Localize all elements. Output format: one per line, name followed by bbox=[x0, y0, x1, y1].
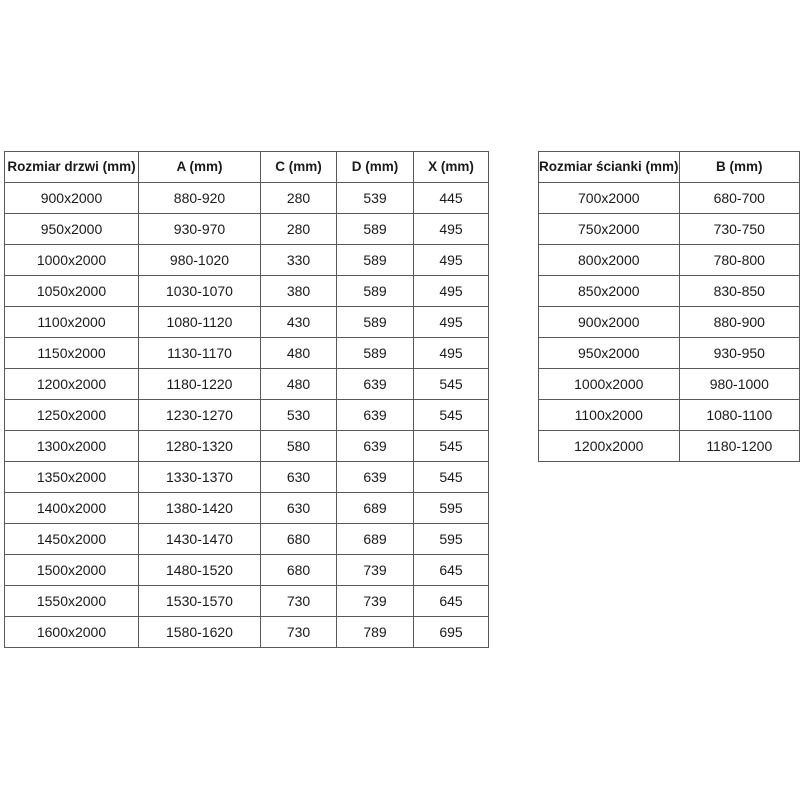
table-cell: 900x2000 bbox=[5, 183, 139, 214]
col-header-c: C (mm) bbox=[261, 152, 337, 183]
table-cell: 589 bbox=[337, 307, 414, 338]
table-cell: 1480-1520 bbox=[139, 555, 261, 586]
col-header-rozmiar-scianki: Rozmiar ścianki (mm) bbox=[539, 152, 680, 183]
table-cell: 680 bbox=[261, 524, 337, 555]
table-cell: 730-750 bbox=[679, 214, 799, 245]
table-cell: 730 bbox=[261, 586, 337, 617]
table-cell: 1180-1200 bbox=[679, 431, 799, 462]
table-cell: 630 bbox=[261, 493, 337, 524]
table-cell: 850x2000 bbox=[539, 276, 680, 307]
table-cell: 730 bbox=[261, 617, 337, 648]
table-cell: 645 bbox=[414, 586, 489, 617]
table-cell: 645 bbox=[414, 555, 489, 586]
table-cell: 589 bbox=[337, 276, 414, 307]
table-row bbox=[5, 338, 489, 369]
table-cell: 695 bbox=[414, 617, 489, 648]
table-cell: 1180-1220 bbox=[139, 369, 261, 400]
table-cell: 630 bbox=[261, 462, 337, 493]
table-cell: 639 bbox=[337, 462, 414, 493]
table-cell: 495 bbox=[414, 307, 489, 338]
table-cell: 739 bbox=[337, 586, 414, 617]
col-header-d: D (mm) bbox=[337, 152, 414, 183]
table-cell: 750x2000 bbox=[539, 214, 680, 245]
col-header-a: A (mm) bbox=[139, 152, 261, 183]
table-cell: 430 bbox=[261, 307, 337, 338]
table-cell: 1400x2000 bbox=[5, 493, 139, 524]
table-cell: 980-1000 bbox=[679, 369, 799, 400]
table-cell: 1300x2000 bbox=[5, 431, 139, 462]
table-cell: 480 bbox=[261, 369, 337, 400]
table-cell: 830-850 bbox=[679, 276, 799, 307]
table-cell: 589 bbox=[337, 245, 414, 276]
table-cell: 545 bbox=[414, 400, 489, 431]
table-cell: 930-970 bbox=[139, 214, 261, 245]
table-cell: 1600x2000 bbox=[5, 617, 139, 648]
table-row bbox=[5, 276, 489, 307]
table-row bbox=[5, 369, 489, 400]
table-row bbox=[539, 369, 800, 400]
table-cell: 930-950 bbox=[679, 338, 799, 369]
table-cell: 545 bbox=[414, 462, 489, 493]
table-cell: 880-920 bbox=[139, 183, 261, 214]
table-cell: 495 bbox=[414, 245, 489, 276]
table-cell: 780-800 bbox=[679, 245, 799, 276]
table-cell: 639 bbox=[337, 431, 414, 462]
table-cell: 880-900 bbox=[679, 307, 799, 338]
table-cell: 1430-1470 bbox=[139, 524, 261, 555]
table-cell: 380 bbox=[261, 276, 337, 307]
table-header-row bbox=[539, 152, 800, 183]
table-cell: 639 bbox=[337, 400, 414, 431]
table-cell: 950x2000 bbox=[539, 338, 680, 369]
table-cell: 1330-1370 bbox=[139, 462, 261, 493]
table-row bbox=[5, 524, 489, 555]
table-row bbox=[539, 431, 800, 462]
table-cell: 1080-1120 bbox=[139, 307, 261, 338]
table-cell: 1050x2000 bbox=[5, 276, 139, 307]
table-cell: 1350x2000 bbox=[5, 462, 139, 493]
table-cell: 280 bbox=[261, 214, 337, 245]
table-row bbox=[5, 214, 489, 245]
table-row bbox=[5, 493, 489, 524]
table-row bbox=[539, 214, 800, 245]
table-row bbox=[539, 338, 800, 369]
table-cell: 739 bbox=[337, 555, 414, 586]
table-row bbox=[5, 400, 489, 431]
door-size-table bbox=[4, 151, 489, 648]
table-cell: 580 bbox=[261, 431, 337, 462]
table-row bbox=[5, 307, 489, 338]
table-row bbox=[539, 245, 800, 276]
table-cell: 595 bbox=[414, 524, 489, 555]
table-cell: 1150x2000 bbox=[5, 338, 139, 369]
col-header-b: B (mm) bbox=[679, 152, 799, 183]
table-cell: 1250x2000 bbox=[5, 400, 139, 431]
table-cell: 950x2000 bbox=[5, 214, 139, 245]
table-cell: 789 bbox=[337, 617, 414, 648]
table-cell: 689 bbox=[337, 524, 414, 555]
table-cell: 1500x2000 bbox=[5, 555, 139, 586]
table-cell: 495 bbox=[414, 214, 489, 245]
table-row bbox=[5, 586, 489, 617]
table-cell: 495 bbox=[414, 338, 489, 369]
table-cell: 980-1020 bbox=[139, 245, 261, 276]
table-row bbox=[5, 555, 489, 586]
table-cell: 1080-1100 bbox=[679, 400, 799, 431]
table-row bbox=[539, 183, 800, 214]
table-row bbox=[539, 307, 800, 338]
table-cell: 1100x2000 bbox=[539, 400, 680, 431]
table-cell: 589 bbox=[337, 214, 414, 245]
table-cell: 480 bbox=[261, 338, 337, 369]
table-cell: 445 bbox=[414, 183, 489, 214]
table-cell: 1230-1270 bbox=[139, 400, 261, 431]
table-cell: 595 bbox=[414, 493, 489, 524]
table-row bbox=[5, 431, 489, 462]
table-cell: 1550x2000 bbox=[5, 586, 139, 617]
table-cell: 330 bbox=[261, 245, 337, 276]
table-cell: 1450x2000 bbox=[5, 524, 139, 555]
table-row bbox=[5, 617, 489, 648]
table-cell: 700x2000 bbox=[539, 183, 680, 214]
col-header-x: X (mm) bbox=[414, 152, 489, 183]
table-cell: 495 bbox=[414, 276, 489, 307]
table-row bbox=[539, 276, 800, 307]
table-cell: 1000x2000 bbox=[5, 245, 139, 276]
table-row bbox=[5, 245, 489, 276]
table-cell: 1130-1170 bbox=[139, 338, 261, 369]
table-cell: 539 bbox=[337, 183, 414, 214]
table-cell: 1030-1070 bbox=[139, 276, 261, 307]
table-cell: 545 bbox=[414, 369, 489, 400]
table-header-row bbox=[5, 152, 489, 183]
table-cell: 680 bbox=[261, 555, 337, 586]
wall-size-table bbox=[538, 151, 800, 462]
table-cell: 589 bbox=[337, 338, 414, 369]
table-row bbox=[539, 400, 800, 431]
table-cell: 1530-1570 bbox=[139, 586, 261, 617]
table-cell: 545 bbox=[414, 431, 489, 462]
table-cell: 1200x2000 bbox=[539, 431, 680, 462]
table-row bbox=[5, 183, 489, 214]
table-cell: 1000x2000 bbox=[539, 369, 680, 400]
table-cell: 530 bbox=[261, 400, 337, 431]
table-row bbox=[5, 462, 489, 493]
table-cell: 680-700 bbox=[679, 183, 799, 214]
table-cell: 1580-1620 bbox=[139, 617, 261, 648]
table-cell: 1200x2000 bbox=[5, 369, 139, 400]
table-cell: 1380-1420 bbox=[139, 493, 261, 524]
table-cell: 689 bbox=[337, 493, 414, 524]
table-cell: 1100x2000 bbox=[5, 307, 139, 338]
table-cell: 280 bbox=[261, 183, 337, 214]
table-cell: 1280-1320 bbox=[139, 431, 261, 462]
table-cell: 800x2000 bbox=[539, 245, 680, 276]
col-header-rozmiar-drzwi: Rozmiar drzwi (mm) bbox=[5, 152, 139, 183]
table-cell: 900x2000 bbox=[539, 307, 680, 338]
table-cell: 639 bbox=[337, 369, 414, 400]
